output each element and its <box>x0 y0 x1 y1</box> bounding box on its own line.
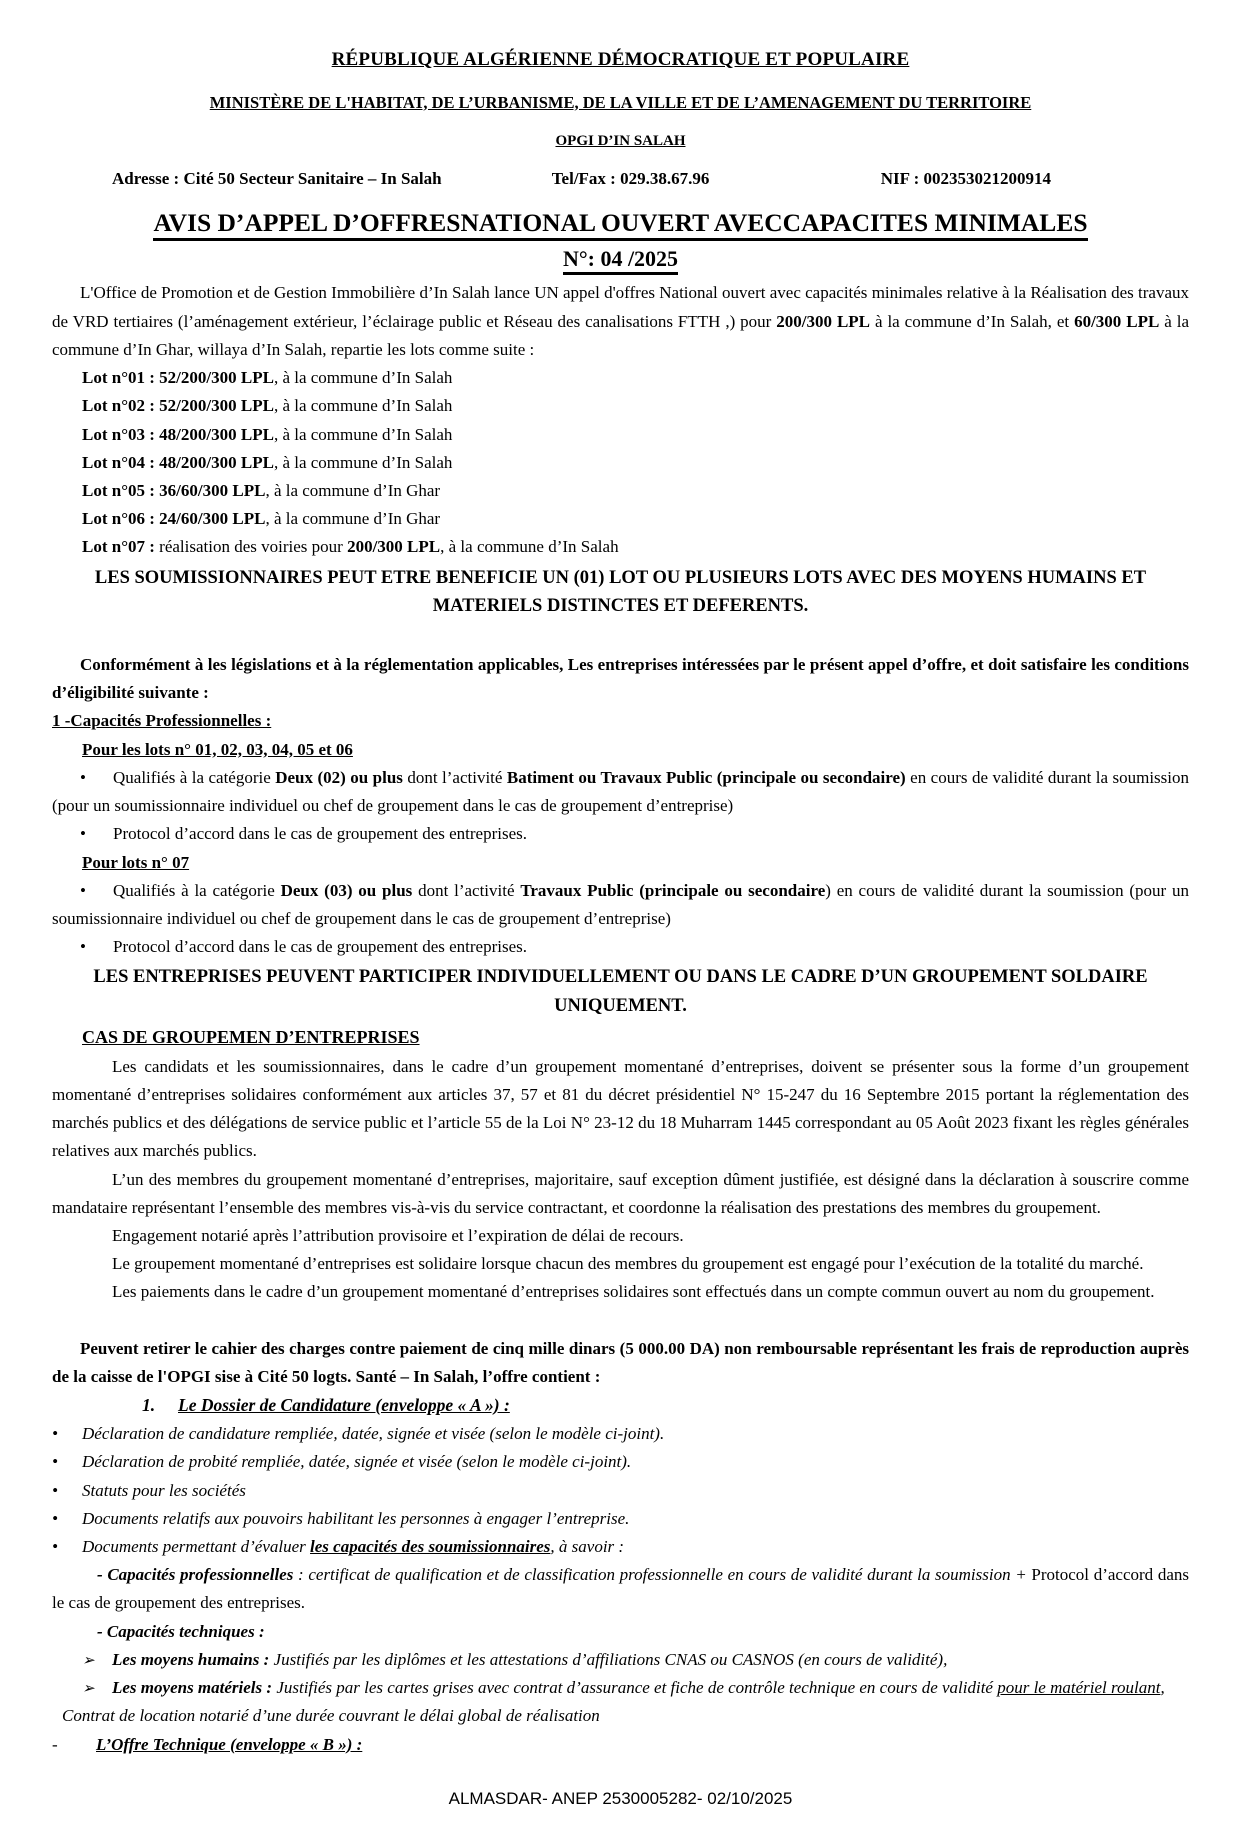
contact-row <box>52 165 1189 193</box>
moyens-materiels-item: ➢ Les moyens matériels : Justifiés par les cartes grises avec contrat d’assurance et fiche de contrôle technique en cours de validité pour le matériel roulant, <box>52 1674 1189 1702</box>
dash-icon: - <box>52 1734 58 1754</box>
republic-title: RÉPUBLIQUE ALGÉRIENNE DÉMOCRATIQUE ET POPULAIRE <box>331 49 910 70</box>
spacer <box>52 1307 1189 1335</box>
lot-item: Lot n°04 : 48/200/300 LPL, à la commune d’In Salah <box>82 452 453 472</box>
intro-paragraph: L'Office de Promotion et de Gestion Immobilière d’In Salah lance UN appel d'offres National ouvert avec capacités minimales relative à la Réalisation des travaux de VRD tertiaires (l’aménagement extérieur, l’éclairage public et Réseau des canalisations FTTH ,) pour 200/300 LPL à la commune d’In Salah, et 60/300 LPL à la commune d’In Ghar, willaya d’In Salah, repartie les lots comme suite : <box>52 283 1189 359</box>
requirement-item: • Protocol d’accord dans le cas de groupement des entreprises. <box>52 820 1189 848</box>
document-body <box>52 279 1189 1758</box>
dossier-item: • Statuts pour les sociétés <box>52 1477 1189 1505</box>
nif: NIF : 002353021200914 <box>880 168 1051 188</box>
lot-item: Lot n°01 : 52/200/300 LPL, à la commune d’In Salah <box>82 368 453 388</box>
lot-item: Lot n°03 : 48/200/300 LPL, à la commune d’In Salah <box>82 424 453 444</box>
groupement-paragraph: Engagement notarié après l’attribution provisoire et l’expiration de délai de recours. <box>112 1225 684 1245</box>
bullet-icon: • <box>80 824 86 844</box>
address: Adresse : Cité 50 Secteur Sanitaire – In Salah <box>112 168 442 188</box>
lot-item: Lot n°02 : 52/200/300 LPL, à la commune d’In Salah <box>82 396 453 416</box>
requirement-item: • Qualifiés à la catégorie Deux (03) ou plus dont l’activité Travaux Public (principale ou secondaire) en cours de validité durant la soumission (pour un soumissionnaire individuel ou chef de groupement dans le cas de groupement d’entreprise) <box>52 877 1189 933</box>
tender-number: N°: 04 /2025 <box>52 245 1189 274</box>
retrait-paragraph: Peuvent retirer le cahier des charges contre paiement de cinq mille dinars (5 000.00 DA) non remboursable représentant les frais de reproduction auprès de la caisse de l'OPGI sise à Cité 50 logts. Santé – In Salah, l’offre contient : <box>52 1338 1189 1386</box>
groupement-paragraph: Le groupement momentané d’entreprises est solidaire lorsque chacun des membres du groupement est engagé pour l’exécution de la totalité du marché. <box>112 1254 1144 1274</box>
spacer <box>52 623 1189 651</box>
contrat-location-line: Contrat de location notarié d’une durée couvrant le délai global de réalisation <box>62 1706 600 1726</box>
dossier-item: • Déclaration de candidature rempliée, datée, signée et visée (selon le modèle ci-joint). <box>52 1420 1189 1448</box>
groupement-paragraph: Les paiements dans le cadre d’un groupement momentané d’entreprises solidaires sont effectués dans un compte commun ouvert au nom du groupement. <box>112 1282 1155 1302</box>
section-capacites-professionnelles: 1 -Capacités Professionnelles : <box>52 711 272 731</box>
bullet-icon: • <box>52 1480 58 1500</box>
section-groupement: CAS DE GROUPEMEN D’ENTREPRISES <box>82 1026 420 1047</box>
section-offre-technique: - L’Offre Technique (enveloppe « B ») : <box>52 1731 1189 1759</box>
subsection-lot-7: Pour lots n° 07 <box>82 852 190 872</box>
anep-footer: ALMASDAR- ANEP 2530005282- 02/10/2025 <box>448 1788 793 1808</box>
capacites-techniques-heading: - Capacités techniques : <box>97 1621 265 1641</box>
dossier-item: • Documents permettant d’évaluer les capacités des soumissionnaires, à savoir : <box>52 1533 1189 1561</box>
office-name: OPGI D’IN SALAH <box>555 132 686 149</box>
lot-item: Lot n°05 : 36/60/300 LPL, à la commune d’In Ghar <box>82 481 441 501</box>
bullet-icon: • <box>80 880 86 900</box>
arrow-bullet-icon: ➢ <box>82 1681 95 1698</box>
dossier-item: • Documents relatifs aux pouvoirs habilitant les personnes à engager l’entreprise. <box>52 1505 1189 1533</box>
requirement-item: • Protocol d’accord dans le cas de groupement des entreprises. <box>52 933 1189 961</box>
lot-item-7: Lot n°07 : réalisation des voiries pour 200/300 LPL, à la commune d’In Salah <box>82 537 619 557</box>
bullet-icon: • <box>80 767 86 787</box>
document-header <box>52 44 1189 279</box>
section-dossier-candidature: 1. Le Dossier de Candidature (enveloppe « A ») : <box>142 1395 510 1416</box>
groupement-paragraph: L’un des membres du groupement momentané d’entreprises, majoritaire, sauf exception dûment justifiée, est désigné dans la déclaration à souscrire comme mandataire représentant l’ensemble des membres vis-à-vis du service contractant, et coordonne la réalisation des prestations des membres du groupement. <box>52 1169 1189 1217</box>
bullet-icon: • <box>52 1508 58 1528</box>
bullet-icon: • <box>52 1452 58 1472</box>
ministry-title: MINISTÈRE DE L'HABITAT, DE L’URBANISME, DE LA VILLE ET DE L’AMENAGEMENT DU TERRITOIRE <box>209 92 1032 112</box>
lot-item: Lot n°06 : 24/60/300 LPL, à la commune d’In Ghar <box>82 509 441 529</box>
groupement-paragraph: Les candidats et les soumissionnaires, dans le cadre d’un groupement momentané d’entreprises, doivent se présenter sous la forme d’un groupement momentané d’entreprises solidaires conformément aux articles 37, 57 et 81 du décret présidentiel N° 15-247 du 16 Septembre 2015 portant la réglementation des marchés publics et des délégations de service public et l’article 55 de la Loi N° 23-12 du 18 Muharram 1445 correspondant au 05 Août 2023 fixant les règles générales relatives aux marchés publics. <box>52 1056 1189 1161</box>
telfax: Tel/Fax : 029.38.67.96 <box>551 168 710 188</box>
banner-participation: LES ENTREPRISES PEUVENT PARTICIPER INDIVIDUELLEMENT OU DANS LE CADRE D’UN GROUPEMENT SOLDAIRE UNIQUEMENT. <box>93 967 1148 1017</box>
moyens-humains-item: ➢ Les moyens humains : Justifiés par les diplômes et les attestations d’affiliations CNAS ou CASNOS (en cours de validité), <box>52 1646 1189 1674</box>
conditions-intro: Conformément à les législations et à la réglementation applicables, Les entreprises intéressées par le présent appel d’offre, et doit satisfaire les conditions d’éligibilité suivante : <box>52 655 1189 703</box>
banner-lots-allocation: LES SOUMISSIONNAIRES PEUT ETRE BENEFICIE UN (01) LOT OU PLUSIEURS LOTS AVEC DES MOYENS HUMAINS ET MATERIELS DISTINCTES ET DEFERENTS. <box>94 567 1147 617</box>
bullet-icon: • <box>52 1424 58 1444</box>
bullet-icon: • <box>52 1536 58 1556</box>
notice-title: AVIS D’APPEL D’OFFRESNATIONAL OUVERT AVECCAPACITES MINIMALES <box>52 207 1189 239</box>
dossier-item: • Déclaration de probité rempliée, datée, signée et visée (selon le modèle ci-joint). <box>52 1448 1189 1476</box>
bullet-icon: • <box>80 937 86 957</box>
capacites-professionnelles-detail: - Capacités professionnelles : certificat de qualification et de classification professionnelle en cours de validité durant la soumission + Protocol d’accord dans le cas de groupement des entreprises. <box>52 1565 1189 1613</box>
arrow-bullet-icon: ➢ <box>82 1652 95 1669</box>
subsection-lots-1-6: Pour les lots n° 01, 02, 03, 04, 05 et 06 <box>82 739 353 759</box>
requirement-item: • Qualifiés à la catégorie Deux (02) ou plus dont l’activité Batiment ou Travaux Public (principale ou secondaire) en cours de validité durant la soumission (pour un soumissionnaire individuel ou chef de groupement dans le cas de groupement d’entreprise) <box>52 764 1189 820</box>
